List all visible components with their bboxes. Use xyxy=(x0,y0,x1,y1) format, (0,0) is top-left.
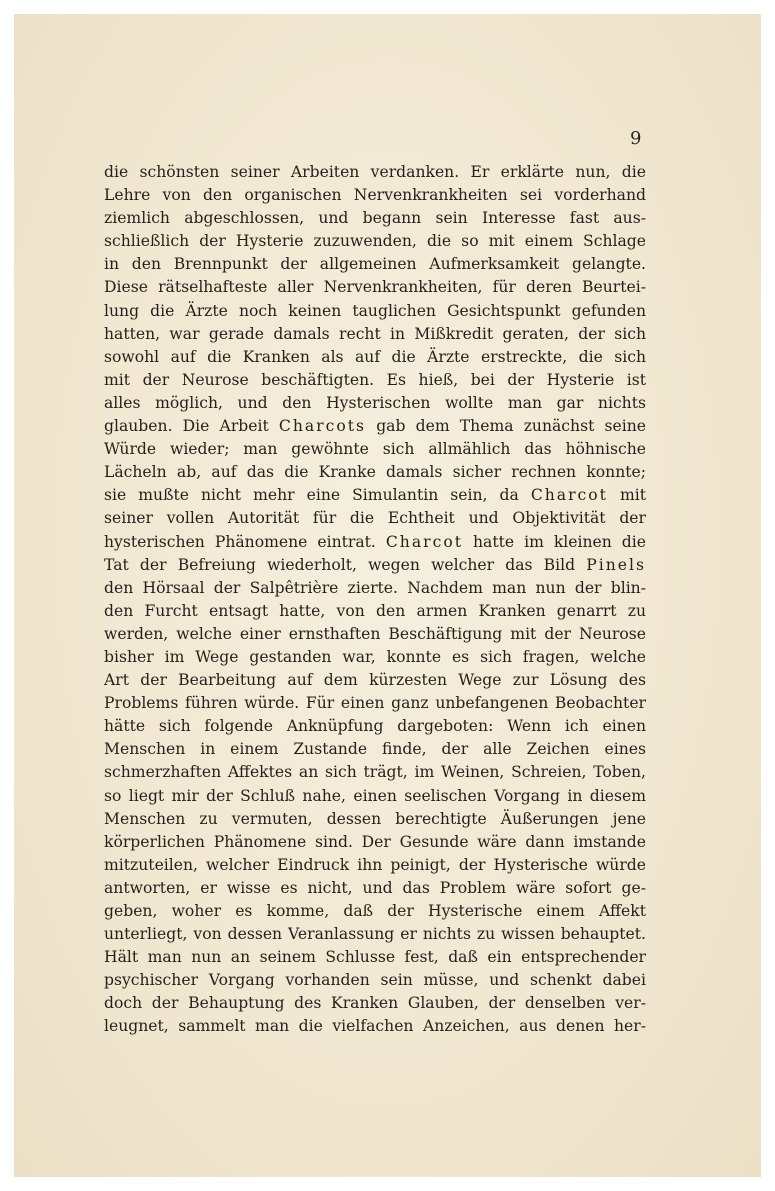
text-line xyxy=(104,600,646,623)
line-text: leugnet, sammelt man die vielfachen Anzeichen, aus denen her- xyxy=(104,1017,646,1036)
line-text: in den Brennpunkt der allgemeinen Aufmerksamkeit gelangte. xyxy=(104,255,646,274)
text-line xyxy=(104,323,646,346)
line-text: seiner vollen Autorität für die Echtheit und Objektivität der xyxy=(104,509,646,528)
text-line xyxy=(104,946,646,969)
text-line xyxy=(104,577,646,600)
text-line xyxy=(104,300,646,323)
text-line xyxy=(104,854,646,877)
text-line xyxy=(104,761,646,784)
spaced-name: Pinels xyxy=(586,555,646,574)
line-text: Diese rätselhafteste aller Nervenkrankheiten, für deren Beurtei- xyxy=(104,278,646,297)
text-line xyxy=(104,438,646,461)
line-text: mit xyxy=(607,486,646,505)
spaced-name: Charcot xyxy=(385,532,463,551)
line-text: körperlichen Phänomene sind. Der Gesunde wäre dann imstande xyxy=(104,832,646,851)
text-line xyxy=(104,484,646,507)
text-line xyxy=(104,1015,646,1038)
line-text: Menschen zu vermuten, dessen berechtigte Äußerungen jene xyxy=(104,809,646,828)
line-text: die schönsten seiner Arbeiten verdanken. Er erklärte nun, die xyxy=(104,163,646,181)
line-text: hätte sich folgende Anknüpfung dargeboten: Wenn ich einen xyxy=(104,717,646,736)
line-text: den Furcht entsagt hatte, von den armen Kranken genarrt zu xyxy=(104,601,646,620)
text-line xyxy=(104,646,646,669)
text-line xyxy=(104,969,646,992)
line-text: alles möglich, und den Hysterischen wollte man gar nichts xyxy=(104,393,646,412)
book-page xyxy=(14,14,761,1177)
line-text: Lehre von den organischen Nervenkrankheiten sei vorderhand xyxy=(104,186,646,205)
text-line xyxy=(104,554,646,577)
line-text: ziemlich abgeschlossen, und begann sein Interesse fast aus- xyxy=(104,209,646,228)
text-line xyxy=(104,507,646,530)
text-line xyxy=(104,738,646,761)
text-line xyxy=(104,669,646,692)
line-text: Tat der Befreiung wiederholt, wegen welcher das Bild xyxy=(104,555,587,574)
page-number: 9 xyxy=(630,128,642,149)
line-text: schmerzhaften Affektes an sich trägt, im Weinen, Schreien, Toben, xyxy=(104,763,646,782)
line-text: den Hörsaal der Salpêtrière zierte. Nachdem man nun der blin- xyxy=(104,578,646,597)
text-line xyxy=(104,923,646,946)
line-text: Hält man nun an seinem Schlusse fest, daß ein entsprechender xyxy=(104,948,646,967)
line-text: hatten, war gerade damals recht in Mißkredit geraten, der sich xyxy=(104,324,646,343)
text-line xyxy=(104,253,646,276)
text-line xyxy=(104,877,646,900)
line-text: Problems führen würde. Für einen ganz unbefangenen Beobachter xyxy=(104,694,646,713)
line-text: mit der Neurose beschäftigten. Es hieß, bei der Hysterie ist xyxy=(104,370,646,389)
line-text: glauben. Die Arbeit xyxy=(104,417,279,436)
spaced-name: Charcots xyxy=(278,417,367,436)
text-line xyxy=(104,230,646,253)
line-text: sowohl auf die Kranken als auf die Ärzte erstreckte, die sich xyxy=(104,347,646,366)
line-text: bisher im Wege gestanden war, konnte es sich fragen, welche xyxy=(104,647,646,666)
line-text: Menschen in einem Zustande finde, der alle Zeichen eines xyxy=(104,740,646,759)
text-line xyxy=(104,715,646,738)
text-line xyxy=(104,392,646,415)
line-text: schließlich der Hysterie zuzuwenden, die so mit einem Schlage xyxy=(104,232,646,251)
line-text: hysterischen Phänomene eintrat. xyxy=(104,532,386,551)
body-text xyxy=(104,161,646,1039)
line-text: hatte im kleinen die xyxy=(463,532,647,551)
text-line xyxy=(104,346,646,369)
line-text: mitzuteilen, welcher Eindruck ihn peinigt, der Hysterische würde xyxy=(104,855,646,874)
line-text: werden, welche einer ernsthaften Beschäftigung mit der Neurose xyxy=(104,624,646,643)
line-text: Art der Bearbeitung auf dem kürzesten Wege zur Lösung des xyxy=(104,671,646,690)
text-line xyxy=(104,808,646,831)
text-line xyxy=(104,207,646,230)
text-line xyxy=(104,992,646,1015)
line-text: lung die Ärzte noch keinen tauglichen Gesichtspunkt gefunden xyxy=(104,301,646,320)
text-line xyxy=(104,785,646,808)
text-line xyxy=(104,415,646,438)
text-line xyxy=(104,184,646,207)
line-text: so liegt mir der Schluß nahe, einen seelischen Vorgang in diesem xyxy=(104,786,646,805)
text-line xyxy=(104,692,646,715)
line-text: unterliegt, von dessen Veranlassung er nichts zu wissen behauptet. xyxy=(104,925,646,944)
text-line xyxy=(104,623,646,646)
line-text: Lächeln ab, auf das die Kranke damals sicher rechnen konnte; xyxy=(104,463,646,482)
text-line xyxy=(104,369,646,392)
line-text: geben, woher es komme, daß der Hysterische einem Affekt xyxy=(104,902,646,920)
line-text: psychischer Vorgang vorhanden sein müsse, und schenkt dabei xyxy=(104,971,646,990)
text-line xyxy=(104,461,646,484)
text-line xyxy=(104,900,646,923)
line-text: doch der Behauptung des Kranken Glauben, der denselben ver- xyxy=(104,994,646,1013)
line-text: gab dem Thema zunächst seine xyxy=(366,417,646,436)
text-line xyxy=(104,831,646,854)
text-line xyxy=(104,276,646,299)
text-line xyxy=(104,161,646,184)
line-text: Würde wieder; man gewöhnte sich allmählich das höhnische xyxy=(104,440,646,459)
spaced-name: Charcot xyxy=(530,486,608,505)
line-text: antworten, er wisse es nicht, und das Problem wäre sofort ge- xyxy=(104,878,646,897)
line-text: sie mußte nicht mehr eine Simulantin sein, da xyxy=(104,486,531,505)
text-line xyxy=(104,531,646,554)
